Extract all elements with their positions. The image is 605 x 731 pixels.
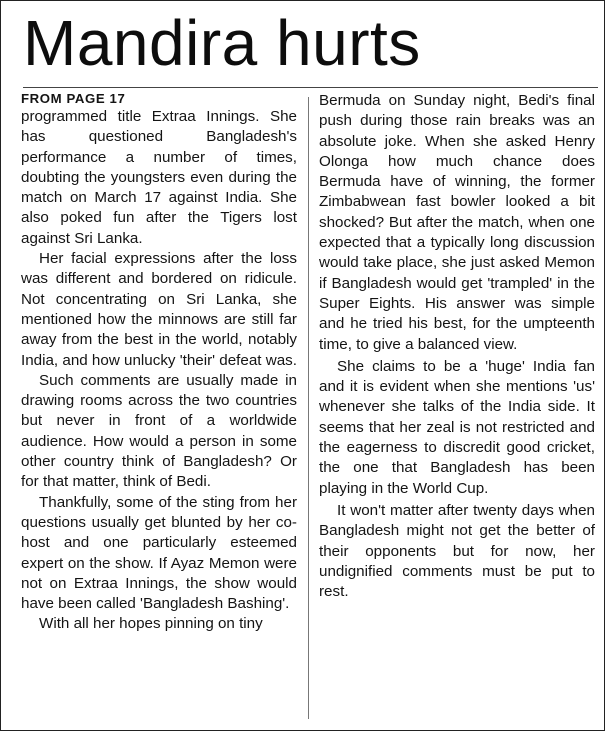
paragraph: She claims to be a 'huge' India fan and it is evident when she mentions 'us' whenever she talks of the India side. It seems that her zeal is not restricted and the eagerness to discredit good cricket, the one that Bangladesh has been playing in the World Cup. <box>319 357 595 497</box>
paragraph: Bermuda on Sunday night, Bedi's final push during those rain breaks was an absolute joke. When she asked Henry Olonga how much chance does Bermuda have of winning, the former Zimbabwean fast bowler looked a bit shocked? But after the match, when one expected that a typically long discussion would take place, she just asked Memon if Bangladesh would get 'trampled' in the Super Eights. His answer was simple and he tried his best, for the umpteenth time, to give a balanced view. <box>319 92 595 353</box>
paragraph: Thankfully, some of the sting from her questions usually get blunted by her co-host and one particularly esteemed expert on the show. If Ayaz Memon were not on Extraa Innings, the show would have been called 'Bangladesh Bashing'. <box>21 493 297 613</box>
paragraph: With all her hopes pinning on tiny <box>39 615 263 633</box>
headline-rule <box>23 87 598 88</box>
paragraph: programmed title Extraa Innings. She has questioned Bangladesh's performance a number of times, doubting the youngsters even during the match on March 17 against India. She also poked fun after the Tigers lost against Sri Lanka. <box>21 108 297 247</box>
paragraph: Such comments are usually made in drawing rooms across the two countries but never in front of a worldwide audience. How would a person in some other country think of Bangladesh? Or for that matter, think of Bedi. <box>21 371 297 491</box>
column-divider <box>308 97 309 719</box>
paragraph: It won't matter after twenty days when Bangladesh might not get the better of their opponents but for now, her undignified comments must be put to rest. <box>319 501 595 601</box>
continuation-kicker: FROM PAGE 17 <box>21 91 126 106</box>
article-column-right <box>319 91 595 602</box>
paragraph: Her facial expressions after the loss was different and bordered on ridicule. Not concentrating on Sri Lanka, she mentioned how the minnows are still far away from the best in the world, notably India, and how unlucky 'their' defeat was. <box>21 250 297 369</box>
article-headline: Mandira hurts <box>23 7 421 79</box>
article-column-left <box>21 91 297 635</box>
